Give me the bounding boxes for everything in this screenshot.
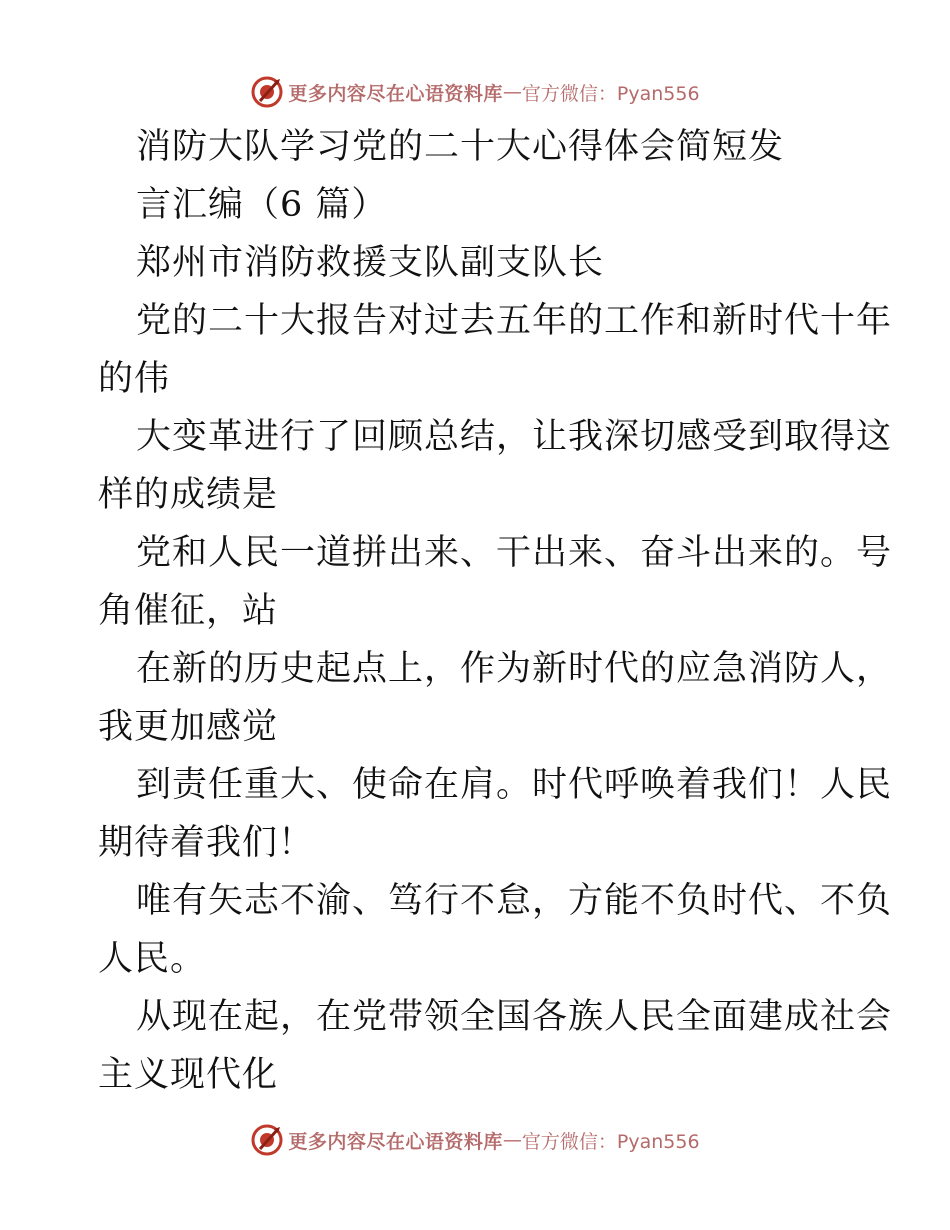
- document-title-line-2: 言汇编（6 篇）: [136, 185, 388, 225]
- paragraph-line: 人民。: [98, 939, 207, 979]
- paragraph-line: 唯有矢志不渝、笃行不怠，方能不负时代、不负: [136, 881, 893, 921]
- paragraph-line: 到责任重大、使命在肩。时代呼唤着我们！人民: [136, 765, 893, 805]
- footer-banner-dash: —: [502, 1129, 522, 1151]
- header-banner: [0, 72, 950, 112]
- paragraph-line: 党的二十大报告对过去五年的工作和新时代十年: [136, 301, 893, 341]
- document-body: [98, 118, 893, 1104]
- paragraph-line: 角催征，站: [98, 591, 279, 631]
- paragraph-line: 期待着我们！: [98, 823, 315, 863]
- brand-logo-icon: [250, 1123, 284, 1157]
- footer-banner: [0, 1120, 950, 1160]
- paragraph-line: 大变革进行了回顾总结，让我深切感受到取得这: [136, 417, 893, 457]
- paragraph-line: 在新的历史起点上，作为新时代的应急消防人，: [136, 649, 893, 689]
- paragraph-line: 从现在起，在党带领全国各族人民全面建成社会: [136, 997, 893, 1037]
- footer-banner-wechat: 官方微信：Pyan556: [521, 1130, 700, 1153]
- paragraph-line: 我更加感觉: [98, 707, 279, 747]
- paragraph-line: 党和人民一道拼出来、干出来、奋斗出来的。号: [136, 533, 893, 573]
- header-banner-title: 更多内容尽在心语资料库: [288, 82, 503, 105]
- header-banner-wechat: 官方微信：Pyan556: [521, 82, 700, 105]
- footer-banner-title: 更多内容尽在心语资料库: [288, 1130, 503, 1153]
- paragraph-line: 主义现代化: [98, 1055, 279, 1095]
- brand-logo-icon: [250, 75, 284, 109]
- document-title-line-1: 消防大队学习党的二十大心得体会简短发: [136, 127, 785, 167]
- paragraph-line: 样的成绩是: [98, 475, 279, 515]
- header-banner-dash: —: [502, 81, 522, 103]
- paragraph-line: 的伟: [98, 359, 171, 399]
- document-author: 郑州市消防救援支队副支队长: [136, 243, 605, 283]
